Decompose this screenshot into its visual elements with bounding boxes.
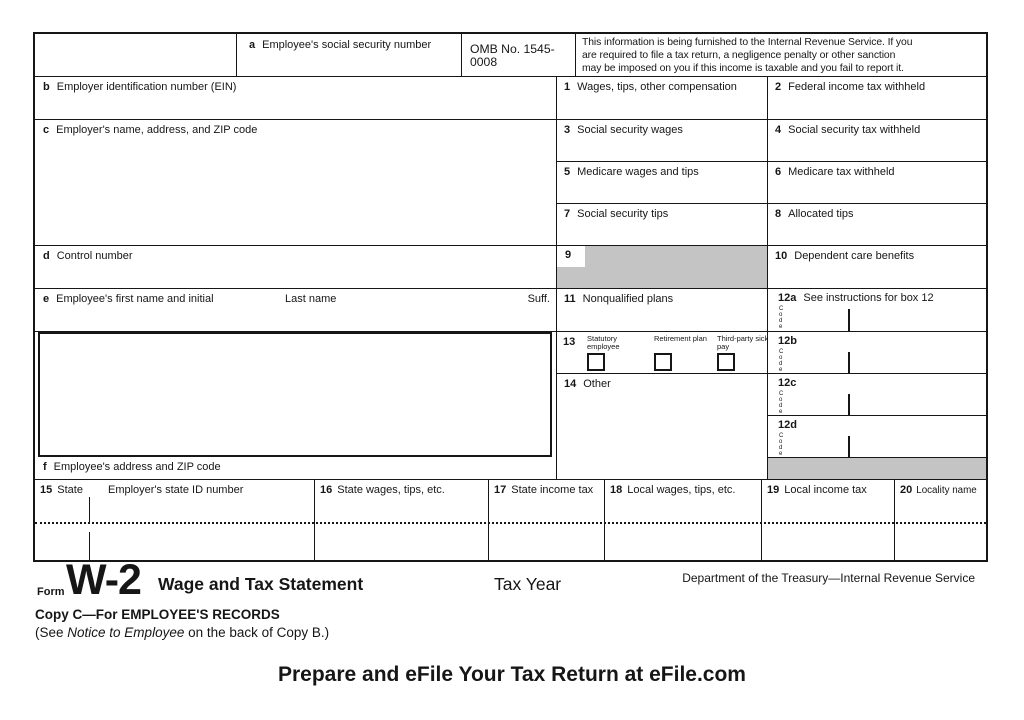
box-20-label: Locality name [916,485,977,496]
box-e-last-name-label: Last name [285,293,337,305]
tax-year-label: Tax Year [494,574,562,594]
copy-c-line: Copy C—For EMPLOYEE'S RECORDS [35,607,280,622]
box-12c-code-label: Code [779,391,784,415]
box-d-label: Control number [56,250,133,262]
box-18-label: Local wages, tips, etc. [627,484,736,496]
box-f-label: Employee's address and ZIP code [53,461,221,473]
irs-notice [576,34,986,77]
box-19-number: 19 [767,484,780,496]
box-7-number: 7 [564,208,571,220]
box-c [35,120,557,246]
efile-banner: Prepare and eFile Your Tax Return at eFile.com [278,663,746,686]
box-18-number: 18 [610,484,623,496]
box-a [237,34,462,77]
box-1 [557,77,768,120]
box-11-number: 11 [564,293,576,305]
statutory-employee-checkbox[interactable] [587,353,605,371]
form-number: W-2 [66,556,141,604]
box-b [35,77,557,120]
box-9-shaded [557,246,768,289]
box-d-number: d [43,250,50,262]
see-notice-suffix: on the back of Copy B.) [184,625,330,640]
omb-cell [462,34,576,77]
box-a-number: a [249,39,256,51]
third-party-sick-pay-checkbox[interactable] [717,353,735,371]
box-2 [768,77,986,120]
box-14 [557,374,768,479]
box-12a-number: 12a [778,292,797,304]
retirement-plan-checkbox[interactable] [654,353,672,371]
box-19-label: Local income tax [784,484,867,496]
box-20 [895,480,986,561]
box-7 [557,204,768,246]
box-5-label: Medicare wages and tips [577,166,699,178]
box-12b [768,332,986,374]
box-d [35,246,557,289]
box-11 [557,289,768,332]
box-5-number: 5 [564,166,571,178]
employee-name-address-area [35,332,557,479]
box-12b-code-label: Code [779,349,784,373]
box-8-number: 8 [775,208,782,220]
box-12d-code-divider [848,436,850,457]
box-15-employer-state-id-label: Employer's state ID number [108,484,244,496]
box-8-label: Allocated tips [788,208,854,220]
box-12a-code-label: Code [779,306,784,330]
department-line: Department of the Treasury—Internal Revenue Service [682,571,975,585]
see-notice-italic: Notice to Employee [67,625,185,640]
box-17-number: 17 [494,484,507,496]
form-title: Wage and Tax Statement [158,574,364,594]
box-12b-number: 12b [778,335,797,347]
box-8 [768,204,986,246]
box-15 [35,480,315,561]
state-local-section [35,479,986,560]
box-14-label: Other [583,378,611,390]
retirement-plan-label: Retirement plan [654,334,707,343]
box-f-number: f [43,461,47,473]
box-c-number: c [43,124,50,136]
box-6 [768,162,986,204]
box-17-label: State income tax [511,484,594,496]
statutory-employee-label: Statutory employee [587,334,620,351]
form-word: Form [37,586,65,598]
box-14-number: 14 [564,378,577,390]
box-4 [768,120,986,162]
box-12c-number: 12c [778,377,797,389]
shaded-strip [768,458,986,479]
irs-notice-line-1: This information is being furnished to the Internal Revenue Service. If you [582,37,913,48]
box-12c-code-divider [848,394,850,415]
box-e-suffix-label: Suff. [527,293,550,305]
box-2-label: Federal income tax withheld [788,81,926,93]
box-12a-code-divider [848,309,850,331]
box-5 [557,162,768,204]
box-c-label: Employer's name, address, and ZIP code [56,124,258,136]
box-12d-code-label: Code [779,433,784,457]
box-18 [605,480,762,561]
box-12a [768,289,986,332]
box-1-number: 1 [564,81,571,93]
box-15-number: 15 [40,484,53,496]
box-11-label: Nonqualified plans [582,293,674,305]
box-e-number: e [43,293,50,305]
box-3-number: 3 [564,124,571,136]
box-12a-label: See instructions for box 12 [803,292,934,304]
box-6-label: Medicare tax withheld [788,166,895,178]
box-10 [768,246,986,289]
box-12b-code-divider [848,352,850,373]
state-column-divider-top [89,497,90,522]
third-party-sick-pay-label: Third-party sick pay [717,334,769,351]
box-2-number: 2 [775,81,782,93]
box-10-label: Dependent care benefits [794,250,915,262]
box-16-label: State wages, tips, etc. [337,484,445,496]
box-4-label: Social security tax withheld [788,124,921,136]
box-b-label: Employer identification number (EIN) [56,81,237,93]
row-15-dotted-divider [35,522,986,524]
w2-form [33,32,988,562]
box-12d-number: 12d [778,419,797,431]
box-4-number: 4 [775,124,782,136]
box-6-number: 6 [775,166,782,178]
box-12c [768,374,986,416]
box-a-left-blank-cell [35,34,237,77]
box-19 [762,480,895,561]
box-9-number: 9 [557,246,585,267]
box-a-label: Employee's social security number [262,39,432,51]
box-20-number: 20 [900,484,913,496]
box-10-number: 10 [775,250,788,262]
box-13-number: 13 [563,336,576,348]
box-12d [768,416,986,458]
box-17 [489,480,605,561]
box-3 [557,120,768,162]
employee-name-address-field[interactable] [38,332,552,457]
box-15-state-label: State [57,484,83,496]
box-16 [315,480,489,561]
box-3-label: Social security wages [577,124,683,136]
box-13 [557,332,768,374]
box-e [35,289,557,332]
box-16-number: 16 [320,484,333,496]
irs-notice-line-3: may be imposed on you if this income is taxable and you fail to report it. [582,63,904,75]
box-7-label: Social security tips [577,208,669,220]
irs-notice-line-2: are required to file a tax return, a negligence penalty or other sanction [582,50,896,62]
box-1-label: Wages, tips, other compensation [577,81,737,93]
box-b-number: b [43,81,50,93]
see-notice-line [35,625,329,640]
omb-number: OMB No. 1545-0008 [470,42,555,69]
box-e-label: Employee's first name and initial [56,293,214,305]
see-notice-prefix: (See [35,625,68,640]
